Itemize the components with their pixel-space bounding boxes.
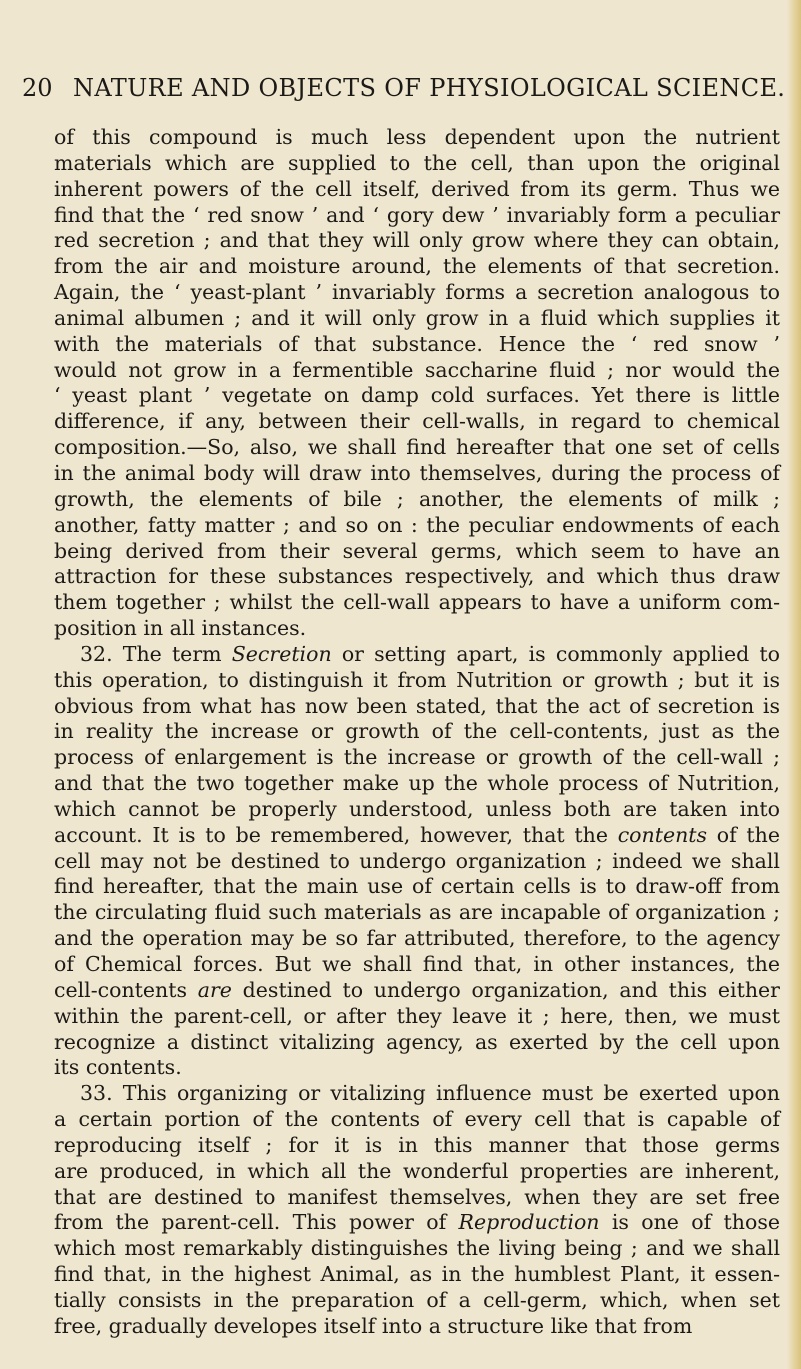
text-run: 32. The term (80, 641, 232, 666)
text-run: reproducing itself ; for it is in this manner that those germs (54, 1132, 780, 1157)
text-run: inherent powers of the cell itself, derived from its germ. Thus we (54, 176, 780, 201)
text-run: and that the two together make up the whole process of Nutrition, (54, 771, 780, 796)
text-run: a certain portion of the contents of every cell that is capable of (54, 1107, 780, 1132)
text-run: are produced, in which all the wonderful properties are inherent, (54, 1158, 780, 1183)
text-line (54, 254, 780, 280)
text-line (54, 952, 780, 978)
text-line (54, 590, 780, 616)
text-line (54, 797, 780, 823)
text-run: with the materials of that substance. Hence the ‘ red snow ’ (54, 331, 780, 356)
text-run: animal albumen ; and it will only grow in a fluid which supplies it (54, 305, 780, 330)
text-line (54, 1133, 780, 1159)
text-run: is one of those (599, 1210, 780, 1235)
text-line (54, 823, 780, 849)
text-line (54, 926, 780, 952)
text-line (54, 849, 780, 875)
italic-term: Secretion (231, 641, 332, 666)
text-line (54, 125, 780, 151)
text-line (54, 978, 780, 1004)
text-run: recognize a distinct vitalizing agency, as exerted by the cell upon (54, 1029, 780, 1054)
running-head: NATURE AND OBJECTS OF PHYSIOLOGICAL SCIENCE. (73, 74, 786, 102)
text-line (54, 874, 780, 900)
text-run: would not grow in a fermentible saccharine fluid ; nor would the (54, 357, 780, 382)
text-line (54, 487, 780, 513)
text-run: within the parent-cell, or after they leave it ; here, then, we must (54, 1003, 780, 1028)
text-run: of the (707, 822, 780, 847)
text-line (54, 642, 780, 668)
text-line (54, 1004, 780, 1030)
text-line (54, 1107, 780, 1133)
text-run: process of enlargement is the increase or growth of the cell-wall ; (54, 745, 780, 770)
text-run: which cannot be properly understood, unless both are taken into (54, 796, 780, 821)
text-line (54, 745, 780, 771)
italic-term: are (197, 977, 232, 1002)
text-line (54, 461, 780, 487)
text-line (54, 1314, 780, 1340)
text-run: obvious from what has now been stated, that the act of secretion is (54, 693, 780, 718)
text-line (54, 1288, 780, 1314)
text-run: find hereafter, that the main use of certain cells is to draw-off from (54, 874, 780, 899)
text-line (54, 1081, 780, 1107)
text-run: composition.—So, also, we shall find hereafter that one set of cells (54, 435, 780, 460)
text-line (54, 435, 780, 461)
paragraph (54, 125, 780, 642)
text-line (54, 332, 780, 358)
paragraph (54, 642, 780, 1081)
text-run: from the air and moisture around, the elements of that secretion. (54, 254, 780, 279)
italic-term: contents (617, 822, 708, 847)
text-run: another, fatty matter ; and so on : the peculiar endowments of each (54, 512, 780, 537)
page-edge-shading (787, 0, 801, 1369)
text-run: in the animal body will draw into themselves, during the process of (54, 460, 780, 485)
text-line (54, 203, 780, 229)
body-text (54, 125, 780, 1340)
text-run: free, gradually developes itself into a structure like that from (54, 1313, 693, 1338)
text-run: find that, in the highest Animal, as in the humblest Plant, it essen- (54, 1262, 780, 1287)
text-run: them together ; whilst the cell-wall appears to have a uniform com- (54, 590, 780, 615)
text-run: from the parent-cell. This power of (54, 1210, 459, 1235)
page-number: 20 (22, 74, 53, 102)
text-line (54, 151, 780, 177)
text-line (54, 564, 780, 590)
text-run: attraction for these substances respectively, and which thus draw (54, 564, 780, 589)
page-header (22, 71, 786, 105)
text-run: of this compound is much less dependent upon the nutrient (54, 125, 780, 149)
text-line (54, 719, 780, 745)
text-run: this operation, to distinguish it from Nutrition or growth ; but it is (54, 667, 780, 692)
text-line (54, 616, 780, 642)
text-line (54, 668, 780, 694)
text-run: find that the ‘ red snow ’ and ‘ gory dew ’ invariably form a peculiar (54, 202, 780, 227)
text-line (54, 280, 780, 306)
text-line (54, 539, 780, 565)
text-run: 33. This organizing or vitalizing influence must be exerted upon (80, 1081, 780, 1106)
text-run: tially consists in the preparation of a cell-germ, which, when set (54, 1287, 780, 1312)
text-run: difference, if any, between their cell-walls, in regard to chemical (54, 409, 780, 434)
text-line (54, 1185, 780, 1211)
text-line (54, 358, 780, 384)
text-run: that are destined to manifest themselves, when they are set free (54, 1184, 780, 1209)
text-run: Again, the ‘ yeast-plant ’ invariably forms a secretion analogous to (54, 280, 780, 305)
text-run: in reality the increase or growth of the cell-contents, just as the (54, 719, 780, 744)
text-run: of Chemical forces. But we shall find that, in other instances, the (54, 952, 780, 976)
text-line (54, 771, 780, 797)
text-line (54, 513, 780, 539)
text-line (54, 1262, 780, 1288)
text-run: position in all instances. (54, 616, 307, 641)
text-run: red secretion ; and that they will only grow where they can obtain, (54, 228, 780, 253)
text-line (54, 694, 780, 720)
text-line (54, 409, 780, 435)
text-run: which most remarkably distinguishes the living being ; and we shall (54, 1236, 780, 1261)
text-run: being derived from their several germs, which seem to have an (54, 538, 780, 563)
text-line (54, 1159, 780, 1185)
text-run: cell may not be destined to undergo organization ; indeed we shall (54, 848, 780, 873)
text-line (54, 1055, 780, 1081)
paragraph (54, 1081, 780, 1339)
text-run: materials which are supplied to the cell, than upon the original (54, 150, 780, 175)
text-line (54, 177, 780, 203)
text-line (54, 306, 780, 332)
text-line (54, 228, 780, 254)
text-run: ‘ yeast plant ’ vegetate on damp cold surfaces. Yet there is little (54, 383, 780, 408)
text-run: account. It is to be remembered, however, that the (54, 822, 618, 847)
text-run: growth, the elements of bile ; another, the elements of milk ; (54, 486, 780, 511)
text-line (54, 900, 780, 926)
text-run: cell-contents (54, 977, 198, 1002)
text-run: and the operation may be so far attributed, therefore, to the agency (54, 926, 780, 951)
text-run: the circulating fluid such materials as are incapable of organization ; (54, 900, 780, 925)
text-line (54, 1210, 780, 1236)
text-line (54, 1236, 780, 1262)
italic-term: Reproduction (458, 1210, 600, 1235)
text-run: destined to undergo organization, and this either (231, 977, 780, 1002)
text-line (54, 383, 780, 409)
text-run: its contents. (54, 1055, 182, 1080)
text-run: or setting apart, is commonly applied to (331, 641, 780, 666)
text-line (54, 1030, 780, 1056)
